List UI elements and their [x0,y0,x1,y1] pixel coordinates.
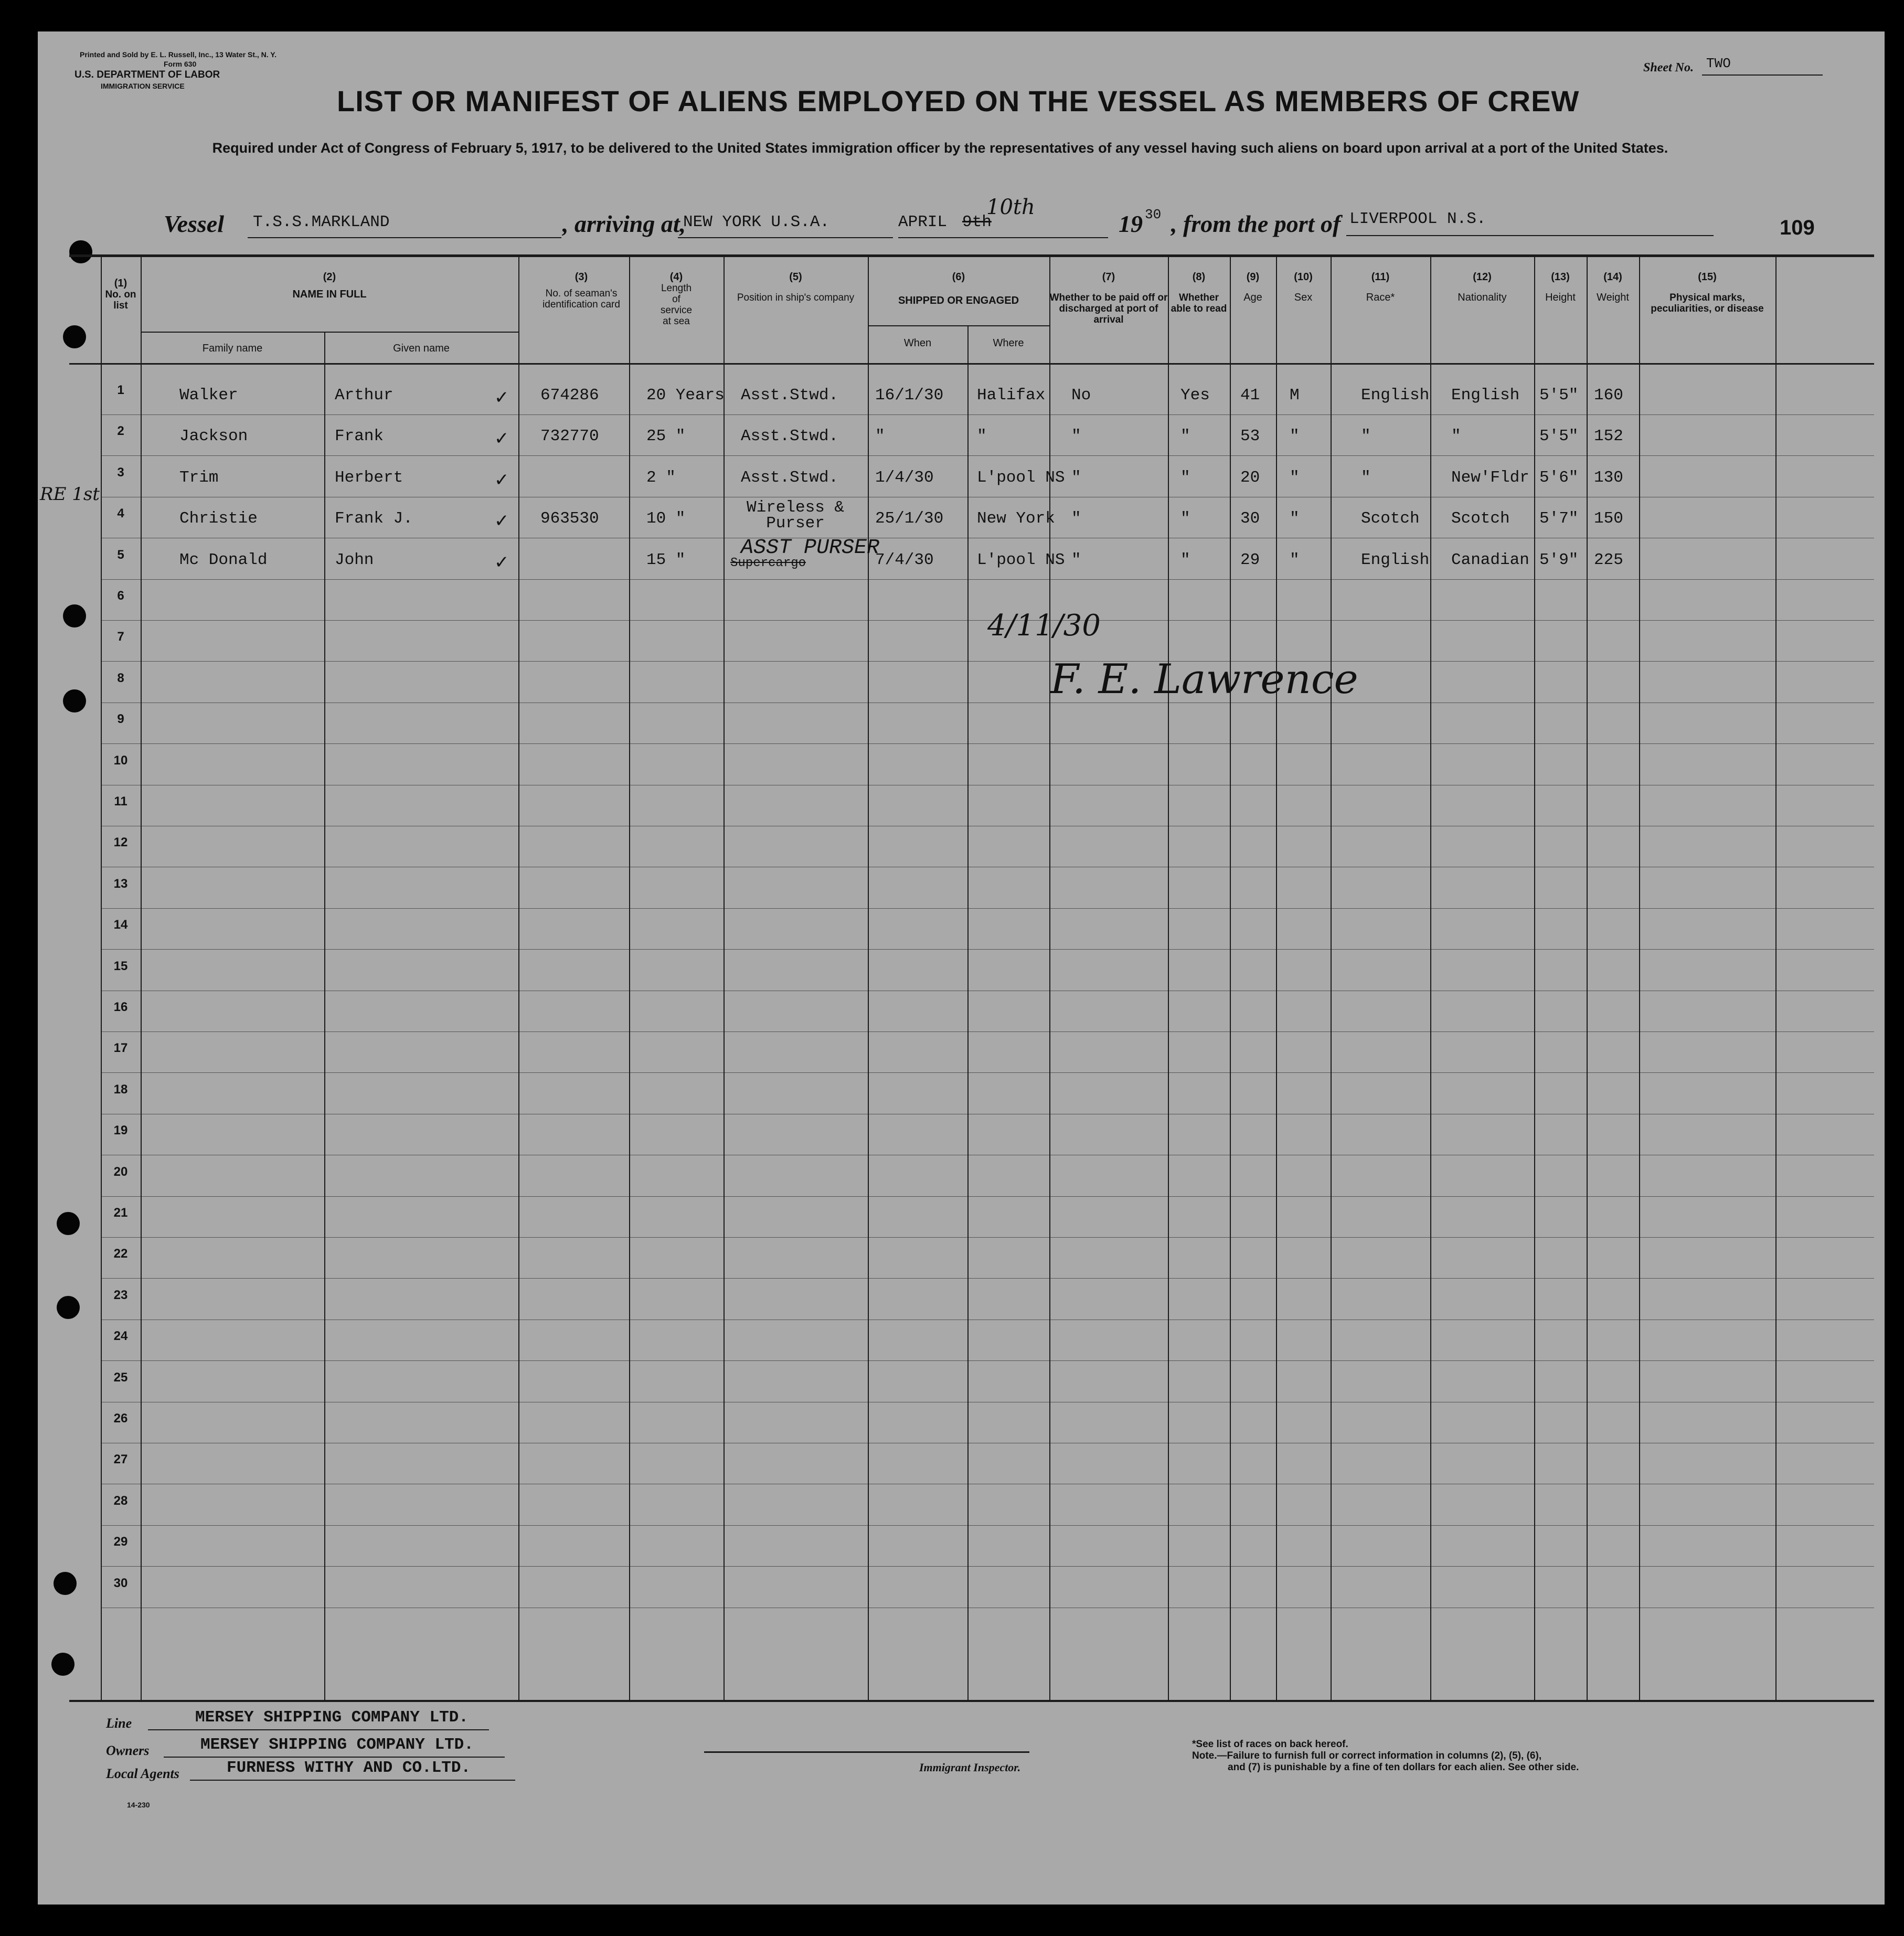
cell-race: English [1361,550,1430,569]
cell-family: Christie [179,509,258,528]
check-mark-icon: ✓ [494,387,509,408]
shipping-line: MERSEY SHIPPING COMPANY LTD. [195,1708,469,1727]
cell-height: 5'6" [1539,468,1579,487]
punch-hole [51,1653,75,1676]
column-line [1775,254,1777,1700]
col2-header: (2) NAME IN FULL [292,271,367,300]
cell-service: 10 " [646,509,686,528]
cell-position: Wireless & Purser [746,498,845,533]
column-line [324,332,325,1700]
column-line [724,254,725,1700]
cell-race: Scotch [1361,509,1420,528]
row-number: 6 [117,589,124,603]
cell-weight: 225 [1594,550,1623,569]
cell-read: " [1180,468,1190,487]
column-line [1230,254,1231,1700]
cell-nationality: English [1451,386,1520,405]
row-rule [101,1031,1874,1032]
col3-header: (3) No. of seaman's identification card [543,271,620,310]
cell-service: 20 Years [646,386,725,405]
row-number: 13 [113,876,128,891]
row-rule [101,1196,1874,1197]
row-number: 18 [113,1082,128,1097]
column-line [1331,254,1332,1700]
cell-paid-off: " [1071,509,1081,528]
arrival-day-struck: 9th [962,213,992,231]
cell-where: L'pool NS [977,550,1065,569]
punch-hole [54,1572,77,1595]
page-number: 109 [1780,216,1815,239]
row-number: 11 [114,794,127,809]
cell-nationality: New'Fldr [1451,468,1529,487]
cell-sex: " [1290,509,1300,528]
agents-underline [190,1780,515,1781]
row-number: 24 [113,1329,128,1344]
cell-position-struck: Supercargo [730,556,806,570]
cell-service: 25 " [646,427,686,446]
name-subrule [141,332,518,333]
cell-sex: " [1290,427,1300,446]
row-number: 10 [113,753,128,768]
cell-weight: 130 [1594,468,1623,487]
column-line [1168,254,1169,1700]
column-line [629,254,630,1700]
row-number: 7 [117,630,124,644]
inspector-label: Immigrant Inspector. [919,1761,1021,1774]
agents-label: Local Agents [106,1766,179,1781]
column-line [1276,254,1277,1700]
given-name-header: Given name [393,343,450,354]
date-underline [898,237,1108,238]
cell-height: 5'7" [1539,509,1579,528]
vessel-name: T.S.S.MARKLAND [253,213,390,231]
cell-age: 20 [1240,468,1260,487]
row-number: 16 [113,1000,128,1014]
col5-header: (5) Position in ship's company [737,271,855,303]
owners-label: Owners [106,1743,150,1758]
col6-header: (6) SHIPPED OR ENGAGED [898,271,1019,306]
printer-line: Printed and Sold by E. L. Russell, Inc., 13 Water St., N. Y. [80,50,276,59]
shipped-subrule [868,325,1049,326]
line-label: Line [106,1716,132,1731]
row-number: 4 [117,506,124,521]
arriving-label: , arriving at, [562,210,686,237]
row-rule [101,579,1874,580]
row-number: 5 [117,547,124,562]
row-number: 29 [113,1535,128,1549]
punch-hole [57,1212,80,1235]
inspector-line [704,1751,1029,1753]
col8-header: (8) Whether able to read [1171,271,1227,314]
cell-given: Arthur [335,386,393,405]
column-line [967,325,969,1700]
check-mark-icon: ✓ [494,510,509,532]
cell-paid-off: " [1071,550,1081,569]
col11-header: (11) Race* [1366,271,1395,303]
row-number: 3 [117,465,124,480]
cell-given: Herbert [335,468,403,487]
table-top-rule [69,254,1874,257]
cell-family: Walker [179,386,238,405]
col1-header: (1) No. on list [105,278,136,311]
row-rule [101,743,1874,744]
form-code: 14-230 [127,1801,150,1809]
cell-read: " [1180,427,1190,446]
cell-age: 53 [1240,427,1260,446]
column-line [518,254,519,1700]
penalty-note-1: Note.—Failure to furnish full or correct information in columns (2), (5), (6), [1192,1750,1542,1761]
cell-nationality: " [1451,427,1461,446]
row-number: 28 [113,1493,128,1508]
cell-nationality: Canadian [1451,550,1529,569]
row-rule [101,1525,1874,1526]
cell-card: 963530 [540,509,599,528]
where-header: Where [993,337,1024,349]
vessel-label: Vessel [164,210,224,237]
cell-read: " [1180,509,1190,528]
year: 30 [1145,207,1162,222]
row-number: 14 [113,918,128,932]
cell-position: Asst.Stwd. [741,468,839,487]
cell-card: 732770 [540,427,599,446]
cell-where: New York [977,509,1055,528]
cell-weight: 150 [1594,509,1623,528]
row-number: 25 [113,1370,128,1385]
arriving-underline [678,237,893,238]
cell-height: 5'5" [1539,427,1579,446]
punch-hole [57,1296,80,1319]
row-number: 12 [113,835,128,850]
year-prefix: 19 [1119,210,1143,237]
cell-race: " [1361,468,1371,487]
row-number: 20 [113,1164,128,1179]
sheet-number: TWO [1706,56,1731,71]
row-rule [101,908,1874,909]
owners-underline [164,1757,505,1758]
row-rule [101,949,1874,950]
from-port-label: , from the port of [1171,210,1341,237]
col15-header: (15) Physical marks, peculiarities, or disease [1651,271,1764,314]
row-number: 15 [113,959,128,973]
cell-nationality: Scotch [1451,509,1510,528]
departure-port: LIVERPOOL N.S. [1349,210,1486,228]
cell-height: 5'9" [1539,550,1579,569]
row-number: 2 [117,424,124,439]
local-agents: FURNESS WITHY AND CO.LTD. [227,1759,471,1777]
column-line [1587,254,1588,1700]
cell-when: " [875,427,885,446]
col12-header: (12) Nationality [1458,271,1507,303]
row-number: 8 [117,671,124,685]
cell-age: 29 [1240,550,1260,569]
table-bottom-rule [69,1700,1874,1702]
cell-height: 5'5" [1539,386,1579,405]
cell-paid-off: " [1071,427,1081,446]
header-bottom-rule [69,363,1874,365]
row-number: 22 [113,1247,128,1261]
col14-header: (14) Weight [1597,271,1629,303]
penalty-note-2: and (7) is punishable by a fine of ten dollars for each alien. See other side. [1228,1762,1579,1773]
row-number: 23 [113,1288,128,1302]
cell-where: " [977,427,987,446]
punch-hole [63,325,86,348]
line-underline [148,1729,489,1730]
cell-read: " [1180,550,1190,569]
column-line [101,254,102,1700]
cell-paid-off: " [1071,468,1081,487]
punch-hole [63,604,86,627]
row-rule [101,455,1874,456]
cell-age: 41 [1240,386,1260,405]
cell-where: Halifax [977,386,1046,405]
cell-where: L'pool NS [977,468,1065,487]
races-note: *See list of races on back hereof. [1192,1739,1348,1750]
cell-family: Mc Donald [179,550,268,569]
arrival-month: APRIL [898,213,948,231]
sheet-label: Sheet No. [1643,61,1694,75]
manifest-sheet [38,31,1885,1905]
punch-hole [63,689,86,712]
col4-header: (4) Length of service at sea [660,271,693,327]
col9-header: (9) Age [1243,271,1262,303]
row-number: 1 [117,383,124,397]
service: IMMIGRATION SERVICE [101,82,185,90]
cell-sex: M [1290,386,1300,405]
row-number: 19 [113,1123,128,1138]
form-number: Form 630 [164,60,197,68]
column-line [1534,254,1535,1700]
row-rule [101,1237,1874,1238]
cell-sex: " [1290,468,1300,487]
owners: MERSEY SHIPPING COMPANY LTD. [200,1736,474,1754]
cell-when: 16/1/30 [875,386,944,405]
cell-service: 15 " [646,550,686,569]
punch-hole [69,240,92,263]
margin-annotation: RE 1st [40,484,100,505]
row-number: 9 [117,712,124,727]
vessel-underline [248,237,561,238]
row-rule [101,1072,1874,1073]
arrival-day: 10th [986,195,1035,219]
column-line [1639,254,1640,1700]
check-mark-icon: ✓ [494,469,509,491]
form-title: LIST OR MANIFEST OF ALIENS EMPLOYED ON THE VESSEL AS MEMBERS OF CREW [337,84,1580,118]
port-underline [1346,235,1714,236]
inspector-signature: F. E. Lawrence [1050,656,1358,703]
cell-card: 674286 [540,386,599,405]
row-number: 30 [113,1576,128,1590]
row-rule [101,661,1874,662]
row-rule [101,1360,1874,1361]
cell-paid-off: No [1071,386,1091,405]
column-line [1430,254,1431,1700]
row-rule [101,1566,1874,1567]
cell-race: " [1361,427,1371,446]
family-name-header: Family name [202,343,263,354]
row-number: 21 [113,1206,128,1220]
cell-sex: " [1290,550,1300,569]
form-subtitle: Required under Act of Congress of February 5, 1917, to be delivered to the United States immigration officer by the representatives of any vessel having such aliens on board upon arrival at a port of the United States. [212,140,1668,156]
row-rule [101,1278,1874,1279]
check-mark-icon: ✓ [494,551,509,573]
col13-header: (13) Height [1545,271,1576,303]
row-number: 17 [113,1041,128,1056]
cell-given: Frank [335,427,384,446]
column-line [868,254,869,1700]
sheet-underline [1702,75,1823,76]
cell-service: 2 " [646,468,676,487]
cell-when: 25/1/30 [875,509,944,528]
col7-header: (7) Whether to be paid off or discharged at port of arrival [1049,271,1168,325]
cell-position: Asst.Stwd. [741,427,839,446]
handwritten-date: 4/11/30 [987,609,1101,643]
cell-when: 1/4/30 [875,468,934,487]
when-header: When [903,337,932,349]
cell-position: Asst.Stwd. [741,386,839,405]
cell-family: Trim [179,468,219,487]
row-number: 27 [113,1452,128,1467]
cell-read: Yes [1180,386,1210,405]
cell-given: John [335,550,374,569]
cell-weight: 152 [1594,427,1623,446]
row-rule [101,414,1874,415]
row-number: 26 [113,1411,128,1426]
cell-weight: 160 [1594,386,1623,405]
arriving-port: NEW YORK U.S.A. [683,213,830,231]
cell-age: 30 [1240,509,1260,528]
cell-race: English [1361,386,1430,405]
col10-header: (10) Sex [1294,271,1313,303]
cell-position: ASST PURSER [741,536,880,560]
department: U.S. DEPARTMENT OF LABOR [75,69,220,80]
cell-when: 7/4/30 [875,550,934,569]
cell-given: Frank J. [335,509,413,528]
cell-family: Jackson [179,427,248,446]
check-mark-icon: ✓ [494,428,509,450]
column-line [141,254,142,1700]
